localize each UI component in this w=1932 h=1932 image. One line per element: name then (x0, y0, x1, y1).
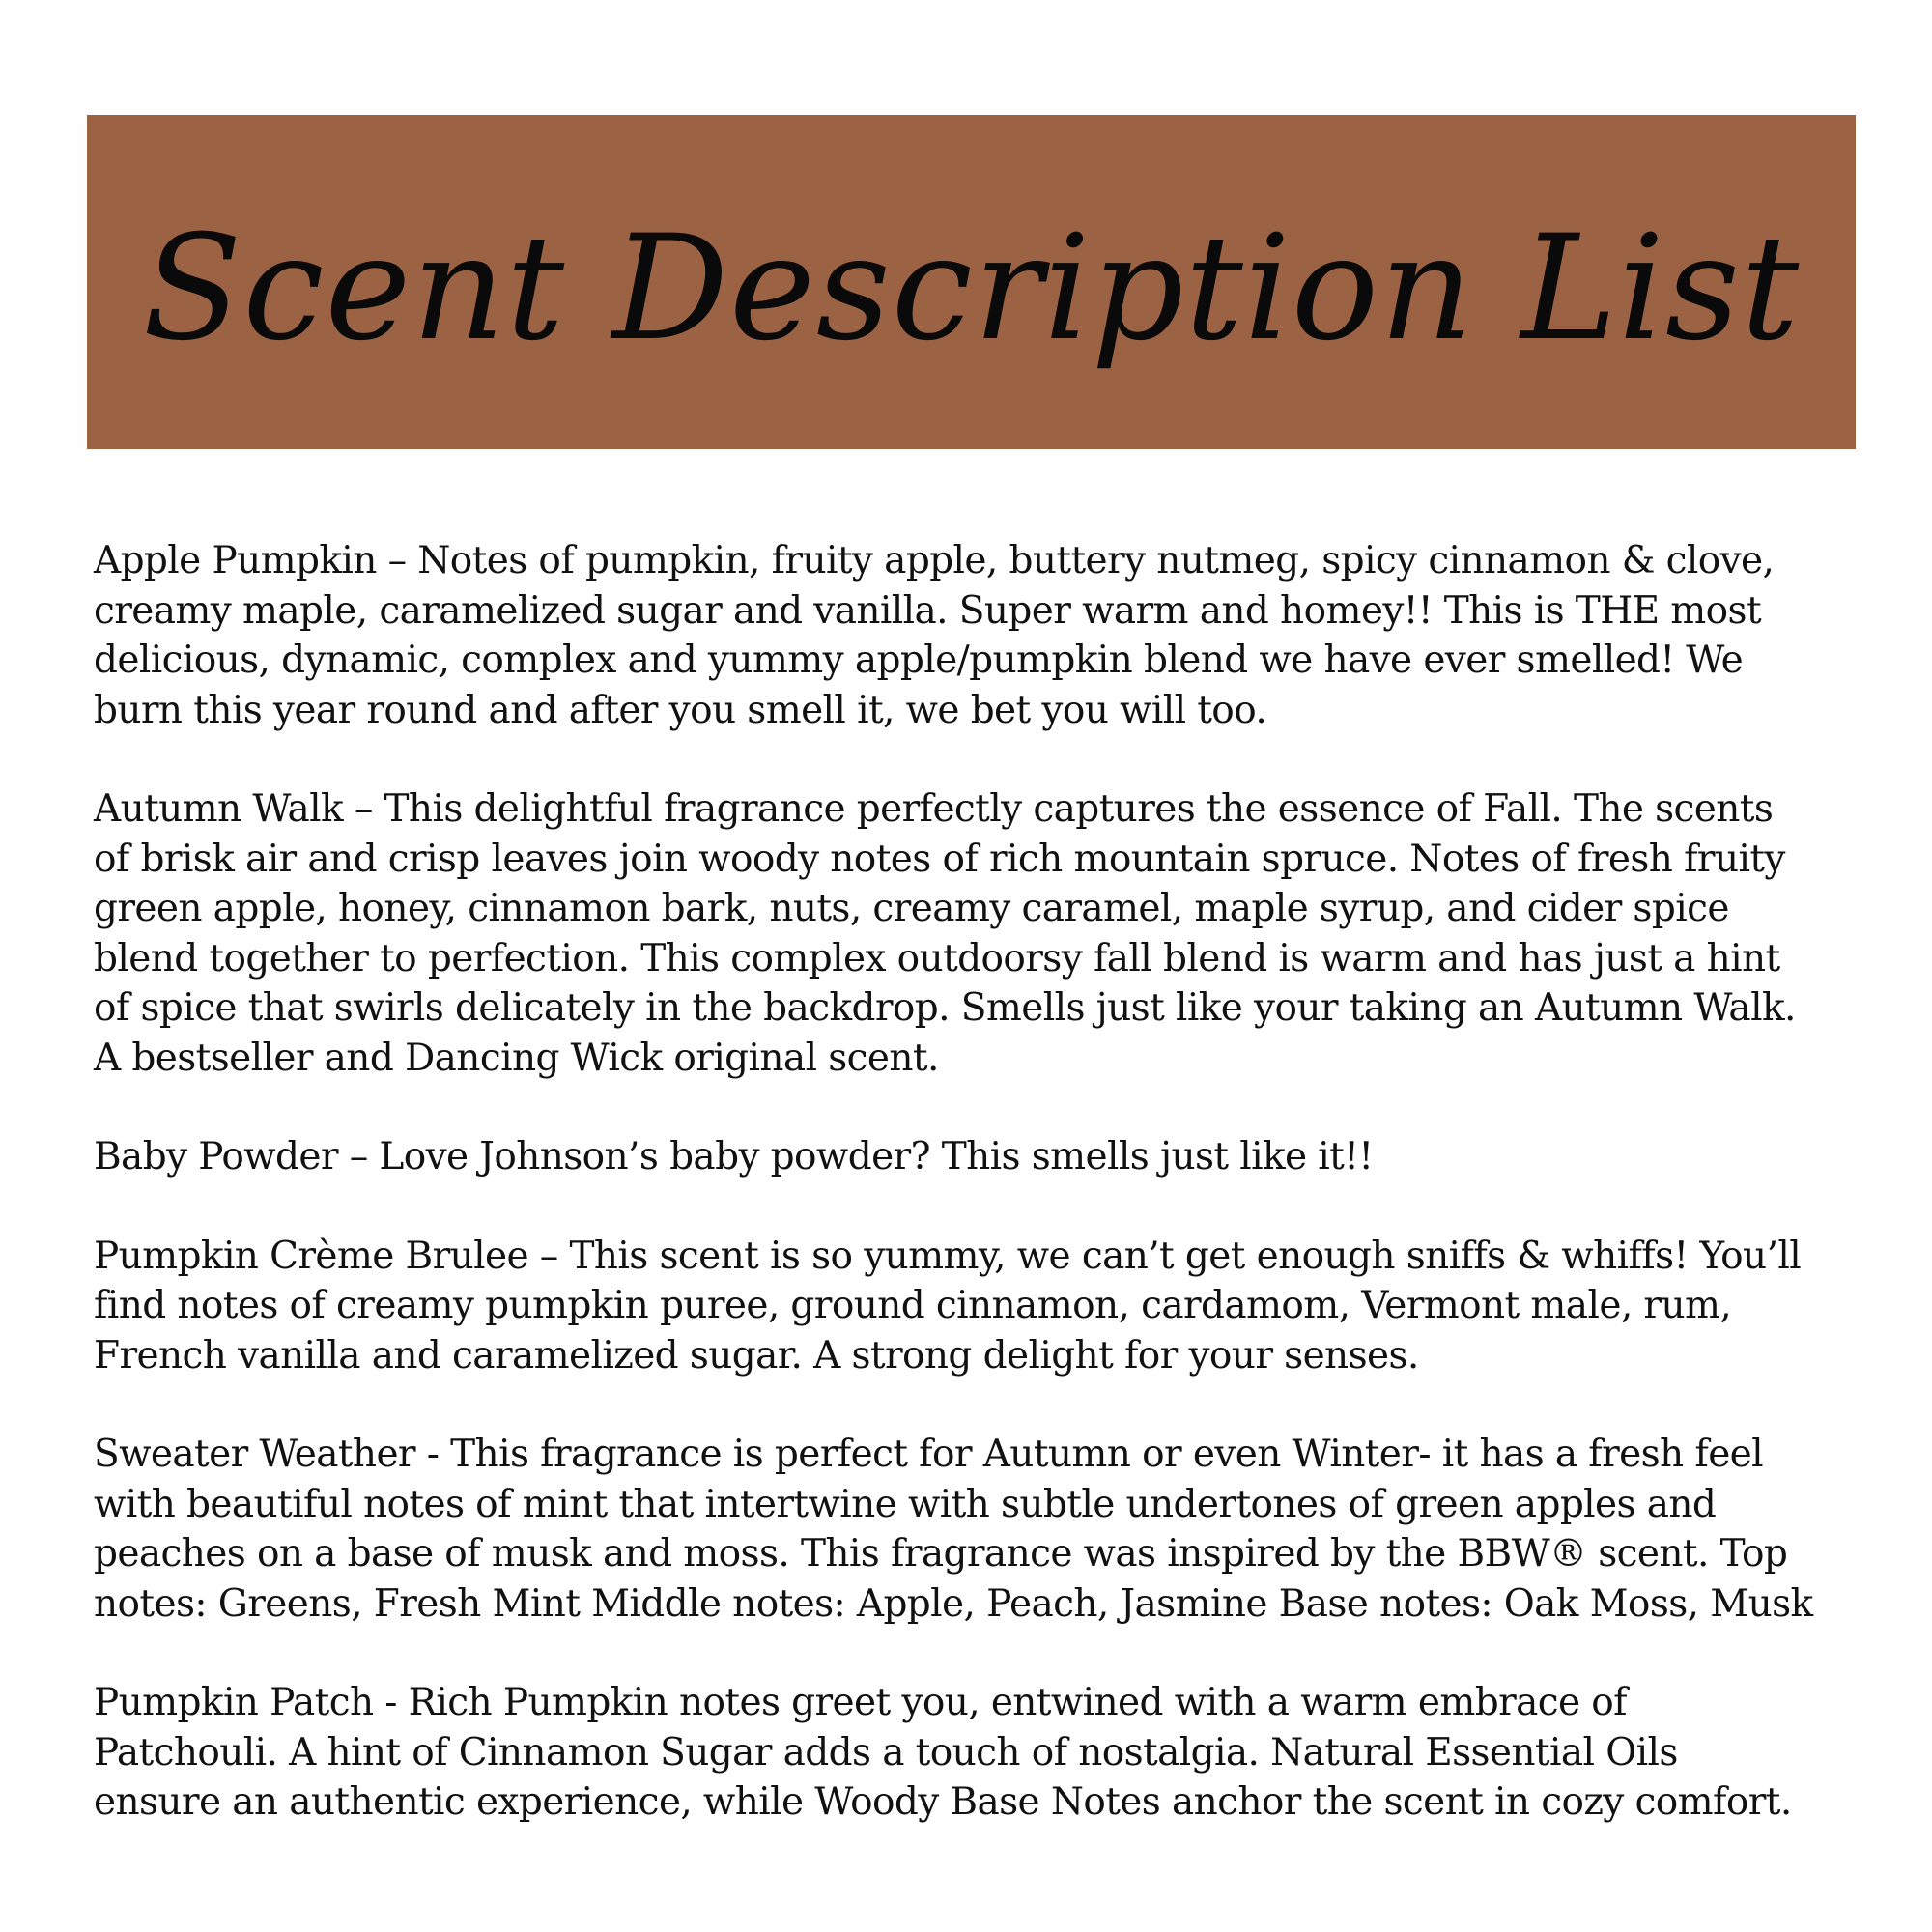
scent-description-line: peaches on a base of musk and moss. This fragrance was inspired by the BBW® scent. Top (94, 1532, 1788, 1576)
scent-description-line: Pumpkin Crème Brulee – This scent is so yummy, we can’t get enough sniffs & whiffs! You’ll (94, 1234, 1802, 1278)
scent-description-line: notes: Greens, Fresh Mint Middle notes: Apple, Peach, Jasmine Base notes: Oak Moss, Musk (94, 1581, 1813, 1626)
scent-description-line: Autumn Walk – This delightful fragrance perfectly captures the essence of Fall. The scents (94, 787, 1774, 831)
scent-description-line: green apple, honey, cinnamon bark, nuts, creamy caramel, maple syrup, and cider spice (94, 887, 1729, 930)
scent-entry (94, 536, 1876, 735)
scent-description-line: of spice that swirls delicately in the backdrop. Smells just like your taking an Autumn Walk. (94, 986, 1796, 1030)
scent-description-line: A bestseller and Dancing Wick original scent. (94, 1036, 939, 1080)
scent-description-line: Apple Pumpkin – Notes of pumpkin, fruity apple, buttery nutmeg, spicy cinnamon & clove, (94, 539, 1775, 582)
scent-description-line: burn this year round and after you smell it, we bet you will too. (94, 688, 1267, 732)
scent-description-line: delicious, dynamic, complex and yummy apple/pumpkin blend we have ever smelled! We (94, 639, 1744, 682)
scent-description-line: ensure an authentic experience, while Woody Base Notes anchor the scent in cozy comfort. (94, 1780, 1792, 1824)
scent-description-line: with beautiful notes of mint that intertwine with subtle undertones of green apples and (94, 1482, 1717, 1526)
scent-entry (94, 784, 1876, 1083)
scent-description-line: Patchouli. A hint of Cinnamon Sugar adds a touch of nostalgia. Natural Essential Oils (94, 1730, 1678, 1775)
scent-description-line: French vanilla and caramelized sugar. A strong delight for your senses. (94, 1333, 1419, 1378)
scent-description-line: Baby Powder – Love Johnson’s baby powder? This smells just like it!! (94, 1135, 1374, 1179)
scent-description-line: blend together to perfection. This complex outdoorsy fall blend is warm and has just a hint (94, 936, 1780, 980)
page-title: Scent Description List (142, 205, 1801, 373)
scent-description-line: Sweater Weather - This fragrance is perfect for Autumn or even Winter- it has a fresh feel (94, 1433, 1764, 1476)
scent-entry (94, 1678, 1876, 1828)
scent-description-line: Pumpkin Patch - Rich Pumpkin notes greet you, entwined with a warm embrace of (94, 1681, 1628, 1724)
title-banner (87, 115, 1856, 449)
scent-entry (94, 1430, 1876, 1629)
scent-list (94, 536, 1876, 1877)
scent-description-line: of brisk air and crisp leaves join woody notes of rich mountain spruce. Notes of fresh fruity (94, 837, 1785, 881)
scent-entry (94, 1232, 1876, 1381)
scent-description-line: creamy maple, caramelized sugar and vanilla. Super warm and homey!! This is THE most (94, 588, 1762, 633)
scent-description-line: find notes of creamy pumpkin puree, ground cinnamon, cardamom, Vermont male, rum, (94, 1284, 1732, 1327)
scent-entry (94, 1132, 1876, 1182)
